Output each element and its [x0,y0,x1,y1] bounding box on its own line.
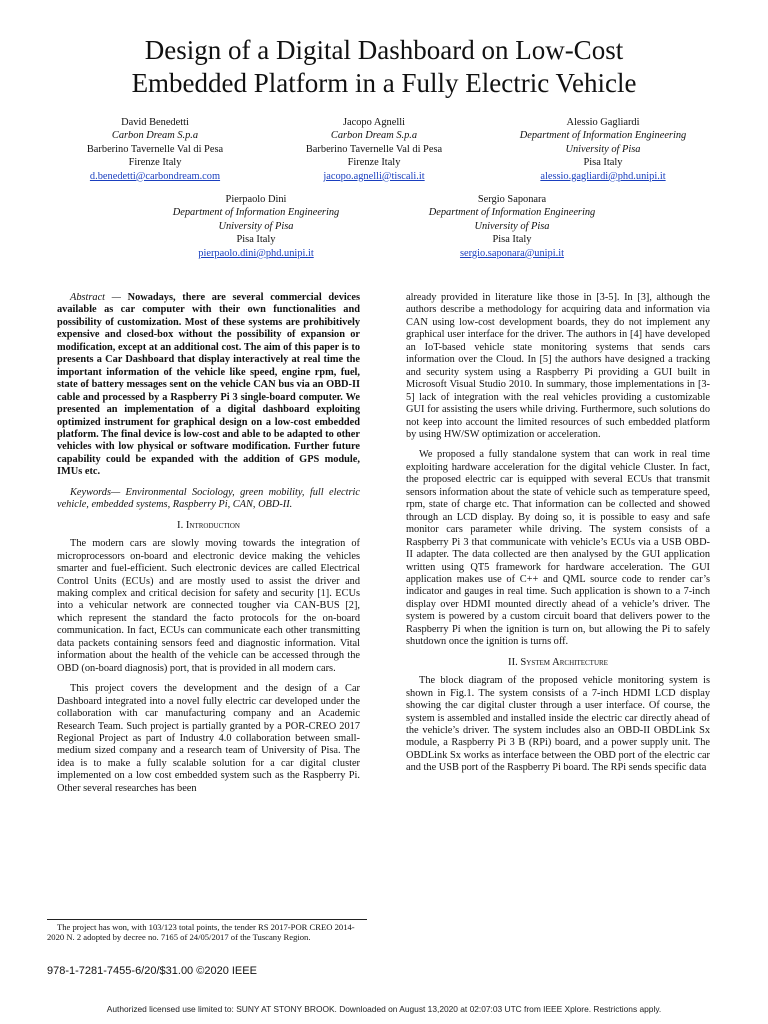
author-address: Barberino Tavernelle Val di Pesa [305,143,443,155]
abstract-lead: Abstract — [70,292,121,303]
author-affiliation: Department of Information Engineering [428,207,596,219]
author-city: Pisa Italy [492,234,532,246]
author-address: University of Pisa [218,220,294,232]
footnote: The project has won, with 103/123 total points, the tender RS 2017-POR CREO 2014-2020 N. 2 adopted by decree no. 7165 of 24/05/2017 of the Tuscany Region. [47,919,367,942]
author-name: David Benedetti [121,117,189,128]
keywords: Keywords— Environmental Sociology, green mobility, full electric vehicle, embedded systems, Raspberry Pi, CAN, OBD-II. [57,486,360,511]
author-name: Alessio Gagliardi [566,117,640,128]
title-line-2: Embedded Platform in a Fully Electric Vehicle [131,68,637,98]
author-affiliation: Department of Information Engineering [172,207,340,219]
title-line-1: Design of a Digital Dashboard on Low-Cost [144,35,624,65]
author-affiliation: Carbon Dream S.p.a [330,130,418,142]
intro-paragraph-1: The modern cars are slowly moving towards the integration of microprocessors on-board and electronic device making the vehicles smarter and fuel-efficient. Such electronic devices are called Electrical Control Units (ECUs) and are mostly used to assist the driver and making complex and critical decision for safety and security [1]. ECUs into a vehicular network are connected tougher via CAN-BUS [2], which represent the standard the facto protocols for the on-board communication. In fact, ECUs can communicate each other transmitting data packets containing sensors feed and diagnostic information. Vital information about the health of the vehicle can be accessed through the OBD (on-board diagnosis) port, that is provided in all modern cars. [57,538,360,674]
author-address: University of Pisa [565,143,641,155]
author-block-3 [497,116,709,183]
author-name: Pierpaolo Dini [225,194,287,205]
left-column [57,292,360,803]
author-city: Pisa Italy [583,157,623,169]
author-email-link[interactable]: jacopo.agnelli@tiscali.it [323,170,425,182]
section-heading-system-architecture: II. System Architecture [508,656,608,668]
copyright-notice: 978-1-7281-7455-6/20/$31.00 ©2020 IEEE [47,965,257,977]
author-block-5 [406,193,618,260]
author-block-1 [60,116,250,183]
author-affiliation: Department of Information Engineering [519,130,687,142]
section-heading-introduction: I. Introduction [177,519,240,531]
author-address: University of Pisa [474,220,550,232]
right-column [406,292,710,783]
author-block-4 [150,193,362,260]
author-city: Firenze Italy [347,157,401,169]
author-email-link[interactable]: alessio.gagliardi@phd.unipi.it [540,170,666,182]
paper-title [20,34,748,100]
author-email-link[interactable]: sergio.saponara@unipi.it [459,247,565,259]
author-email-link[interactable]: pierpaolo.dini@phd.unipi.it [198,247,314,259]
right-paragraph-1: already provided in literature like those in [3-5]. In [3], although the authors describe a methodology for acquiring data and information via CAN using low-cost development boards, they do not implement any graphical user interface for the driver. The authors in [4] have developed an IoT-based vehicle state monitoring systems that sends cars information over the Cloud. In [5] the authors have designed a tracking and security system using a Raspberry Pi providing a GUI built in Microsoft Visual Studio 2010. In summary, those implementations in [3-5] lack of integration with the real vehicles providing a customizable GUI for assisting the users while driving. Furthermore, such solutions do not keep into account the limited resources of such embedded platform by using HW/SW optimization or acceleration. [406,292,710,440]
author-city: Pisa Italy [236,234,276,246]
author-affiliation: Carbon Dream S.p.a [111,130,199,142]
author-name: Sergio Saponara [477,194,547,205]
authorized-use-notice: Authorized licensed use limited to: SUNY AT STONY BROOK. Downloaded on August 13,2020 at 02:07:03 UTC from IEEE Xplore. Restrictions apply. [106,1004,662,1014]
author-city: Firenze Italy [128,157,182,169]
abstract [57,292,360,479]
intro-paragraph-2: This project covers the development and the design of a Car Dashboard integrated into a novel fully electric car developed under the collaboration with car manufacturing company and an Academic Research Team. Such project is partially granted by a POR-CREO 2017 Regional Project as part of Industry 4.0 collaboration between small-medium sized company and a research team of University of Pisa. The idea is to make a fully scalable solution for a car digital cluster implemented on a low cost embedded system such as the Raspberry Pi. Other several researches has been [57,683,360,794]
author-address: Barberino Tavernelle Val di Pesa [86,143,224,155]
author-name: Jacopo Agnelli [342,117,406,128]
author-block-2 [279,116,469,183]
abstract-text: Nowadays, there are several commercial devices available as car computer with their own functionalities and possibility of customization. Most of these systems are prohibitively expensive and closed-box without the possibility of expansion or modification, except at an additional cost. The aim of this paper is to presents a Car Dashboard that display interactively at real time the important information of the vehicle like speed, engine rpm, fuel, state of battery messages sent on the vehicle CAN bus via an OBD-II cable and processed by a Raspberry Pi 3 single-board computer. We presented an implementation of a digital dashboard exploiting optimized instrument for graphical design on a low-cost embedded platform. The final device is low-cost and able to be adapted to other vehicles with low physical or software modification. Further future capability could be expanded with the addition of GPS module, IMUs etc. [57,292,360,478]
system-architecture-paragraph: The block diagram of the proposed vehicle monitoring system is shown in Fig.1. The system consists of a 7-inch HDMI LCD display showing the car digital cluster through a user interface. Of course, the system is assembled and installed inside the electric car directly ahead of the vehicle’s driver. The system includes also an OBD-II OBDLink Sx module, a Raspberry Pi 3 B (RPi) board, and a power supply unit. The OBDLink Sx works as interface between the OBD port of the electric car and the USB port of the Raspberry Pi board. The RPi sends specific data [406,675,710,774]
right-paragraph-2: We proposed a fully standalone system that can work in real time exploiting hardware acceleration for the digital vehicle Cluster. In fact, the proposed electric car is equipped with several ECUs that transmit sensors information about the state of vehicle such as temperature speed, rpm, state of charge etc. That information can be collected and showed through an LCD display. By doing so, it is possible to easy and safe monitor cars parameter while driving. The system consists of a Raspberry Pi 3 that communicate with vehicle’s ECUs via a USB OBD-II adapter. The data collected are then analysed by the GUI application written using QT5 framework for hardware acceleration. The GUI application makes use of C++ and QML source code to render car’s indicator and gauges in real time. Such application is shown to a 7-inch display over HDMI mounted directly ahead of a vehicle’s driver. The system is powered by a custom circuit board that delivers power to the Raspberry Pi when the ignition is turn on, but allowing the Pi to safely shutdown once the ignition is turns off. [406,449,710,648]
author-email-link[interactable]: d.benedetti@carbondream.com [89,170,221,182]
